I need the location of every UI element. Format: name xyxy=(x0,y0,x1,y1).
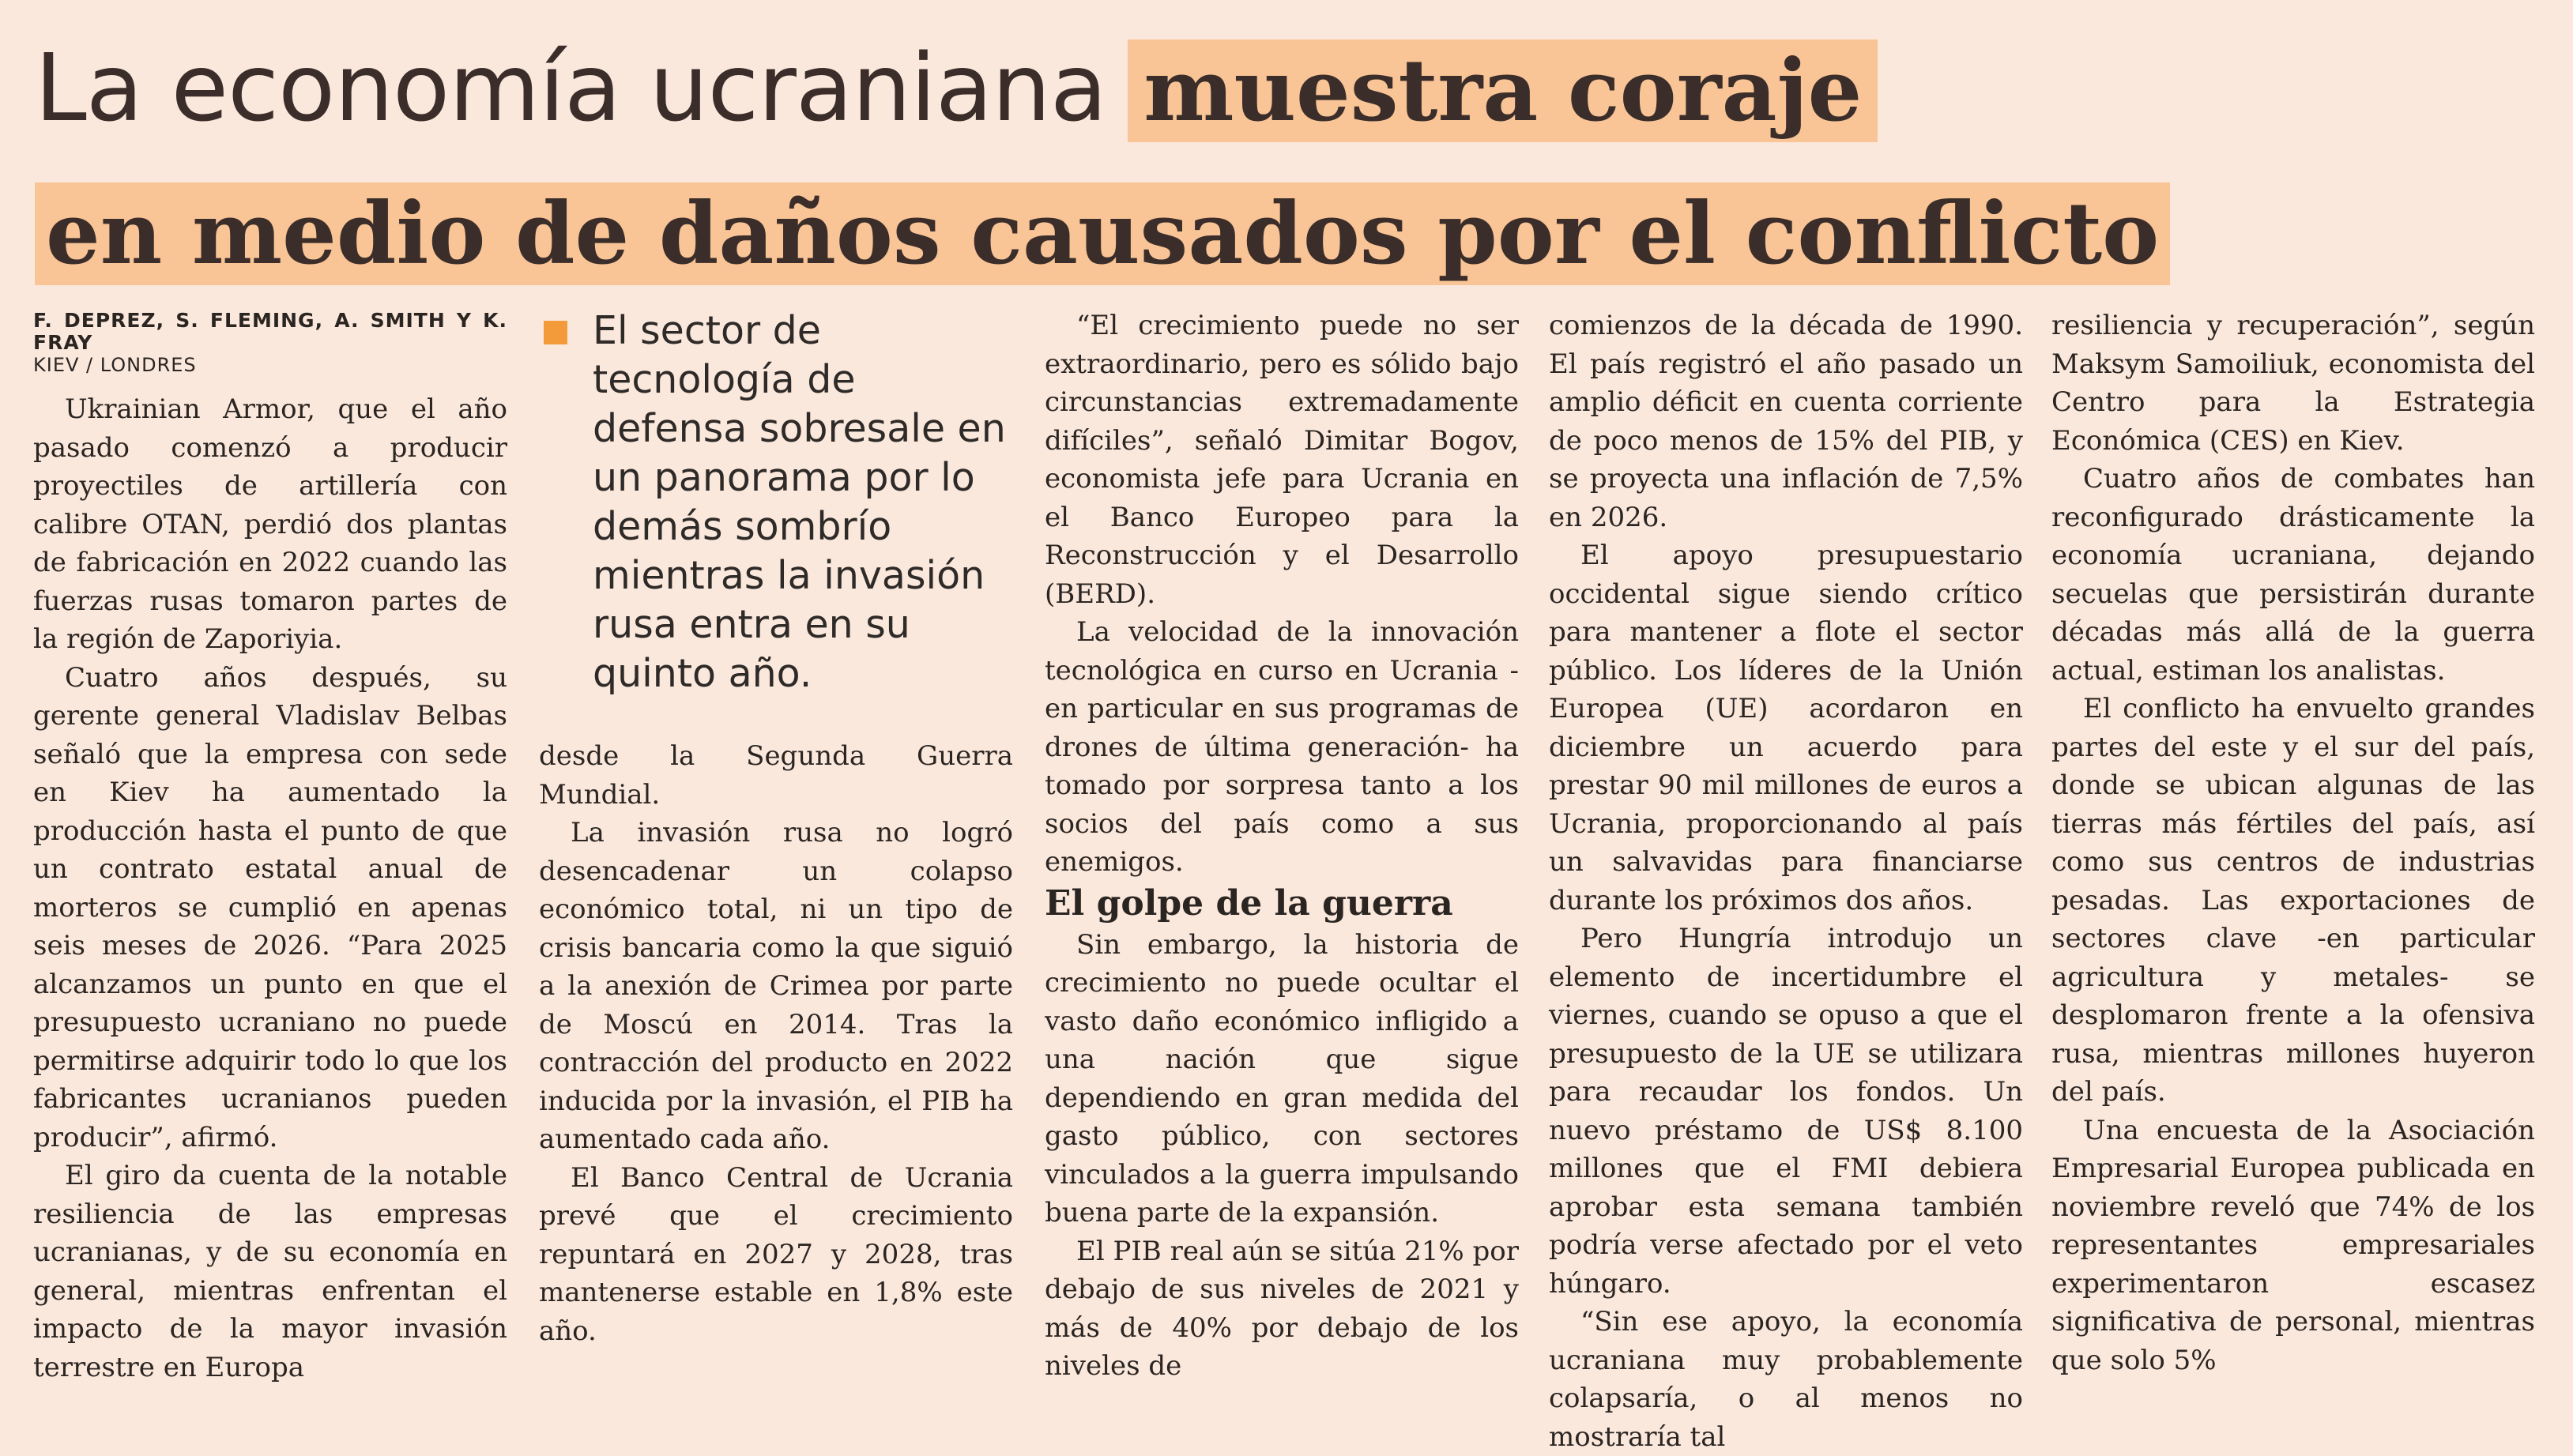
paragraph: Cuatro años después, su gerente general Vladislav Belbas señaló que la empresa con sede en Kiev ha aumentado la producción hasta el punto de que un contrato estatal anual de morteros se cumplió en apenas seis meses de 2026. “Para 2025 alcanzamos un punto en que el presupuesto ucraniano no puede permitirse adquirir todo lo que los fabricantes ucranianos pueden producir”, afirmó. xyxy=(33,661,507,1153)
pull-quote-text: El sector de tecnología de defensa sobresale en un panorama por lo demás sombrío mientras la invasión rusa entra en su quinto año. xyxy=(593,308,1006,696)
article-column-5 xyxy=(2051,307,2535,1379)
paragraph: El PIB real aún se sitúa 21% por debajo de sus niveles de 2021 y más de 40% por debajo de los niveles de xyxy=(1045,1235,1520,1382)
paragraph: comienzos de la década de 1990. El país registró el año pasado un amplio déficit en cuenta corriente de poco menos de 15% del PIB, y se proyecta una inflación de 7,5% en 2026. xyxy=(1549,310,2023,533)
paragraph: La velocidad de la innovación tecnológica en curso en Ucrania -en particular en sus programas de drones de última generación- ha tomado por sorpresa tanto a los socios del país como a sus enemigos. xyxy=(1045,616,1519,878)
headline-part-2-highlighted: muestra coraje xyxy=(1128,40,1878,142)
paragraph: Sin embargo, la historia de crecimiento no puede ocultar el vasto daño económico infligido a una nación que sigue dependiendo en gran medida del gasto público, con sectores vinculados a la guerra impulsando buena parte de la expansión. xyxy=(1045,928,1519,1228)
byline-place: KIEV / LONDRES xyxy=(33,354,197,376)
paragraph: El Banco Central de Ucrania prevé que el crecimiento repuntará en 2027 y 2028, tras mantenerse estable en 1,8% este año. xyxy=(539,1161,1013,1347)
paragraph: “Sin ese apoyo, la economía ucraniana muy probablemente colapsaría, o al menos no mostraría tal xyxy=(1549,1306,2023,1453)
paragraph: El giro da cuenta de la notable resiliencia de las empresas ucranianas, y de su economía en general, mientras enfrentan el impacto de la mayor invasión terrestre en Europa xyxy=(33,1160,507,1383)
paragraph: Pero Hungría introdujo un elemento de incertidumbre el viernes, cuando se opuso a que el presupuesto de la UE se utilizara para recaudar los fondos. Un nuevo préstamo de US$ 8.100 millones que el FMI debiera aprobar esta semana también podría verse afectado por el veto húngaro. xyxy=(1549,923,2023,1300)
pull-quote xyxy=(539,307,1013,737)
paragraph: desde la Segunda Guerra Mundial. xyxy=(539,740,1013,811)
paragraph: Una encuesta de la Asociación Empresarial Europea publicada en noviembre reveló que 74% de los representantes empresariales experimentaron escasez significativa de personal, mientras que solo 5% xyxy=(2051,1114,2535,1376)
paragraph: La invasión rusa no logró desencadenar un colapso económico total, ni un tipo de crisis bancaria como la que siguió a la anexión de Crimea por parte de Moscú en 2014. Tras la contracción del producto en 2022 inducida por la invasión, el PIB ha aumentado cada año. xyxy=(539,817,1013,1155)
headline-part-3-highlighted: en medio de daños causados por el conflicto xyxy=(35,182,2170,285)
paragraph: El apoyo presupuestario occidental sigue siendo crítico para mantener a flote el sector público. Los líderes de la Unión Europea (UE) acordaron en diciembre un acuerdo para prestar 90 mil millones de euros a Ucrania, proporcionando al país un salvavidas para financiarse durante los próximos dos años. xyxy=(1549,540,2023,916)
paragraph: “El crecimiento puede no ser extraordinario, pero es sólido bajo circunstancias extremadamente difíciles”, señaló Dimitar Bogov, economista jefe para Ucrania en el Banco Europeo para la Reconstrucción y el Desarrollo (BERD). xyxy=(1045,310,1519,610)
article-column-1 xyxy=(33,307,507,1386)
headline-row-2 xyxy=(35,170,2548,292)
byline-authors: F. DEPREZ, S. FLEMING, A. SMITH Y K. FRAY xyxy=(33,309,507,354)
orange-square-icon xyxy=(544,321,567,344)
paragraph: Cuatro años de combates han reconfigurado drásticamente la economía ucraniana, dejando secuelas que persistirán durante décadas más allá de la guerra actual, estiman los analistas. xyxy=(2051,463,2535,687)
headline xyxy=(35,27,2548,292)
section-subhead: El golpe de la guerra xyxy=(1045,882,1453,924)
headline-row-1 xyxy=(35,27,2548,149)
headline-part-1: La economía ucraniana xyxy=(35,33,1107,142)
paragraph: El conflicto ha envuelto grandes partes del este y el sur del país, donde se ubican algunas de las tierras más fértiles del país, así como sus centros de industrias pesadas. Las exportaciones de sectores clave -en particular agricultura y metales- se desplomaron frente a la ofensiva rusa, mientras millones huyeron del país. xyxy=(2051,693,2535,1108)
article-column-4 xyxy=(1549,307,2023,1456)
paragraph: resiliencia y recuperación”, según Maksym Samoiliuk, economista del Centro para la Estrategia Económica (CES) en Kiev. xyxy=(2051,310,2535,457)
paragraph: Ukrainian Armor, que el año pasado comenzó a producir proyectiles de artillería con calibre OTAN, perdió dos plantas de fabricación en 2022 cuando las fuerzas rusas tomaron partes de la región de Zaporiyia. xyxy=(33,393,507,655)
article-column-3 xyxy=(1045,307,1519,1386)
article-column-2 xyxy=(539,307,1013,1350)
